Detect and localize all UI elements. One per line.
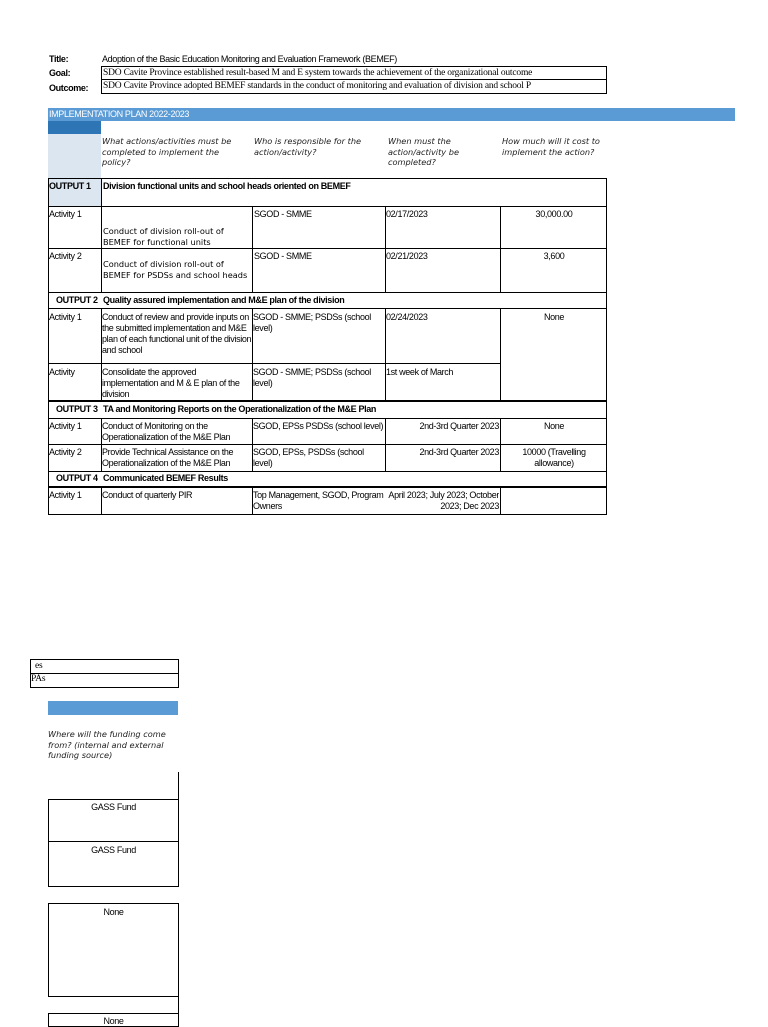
merged-cost-cover: [501, 363, 606, 364]
output-2-title: Quality assured implementation and M&E plan of the division: [103, 295, 345, 305]
when-text: 02/21/2023: [386, 251, 428, 261]
action-text: Conduct of division roll-out of BEMEF for functional units: [103, 226, 224, 247]
banner-dark-block: [48, 121, 101, 134]
action-text: Consolidate the approved implementation and M & E plan of the division: [102, 367, 240, 399]
implementation-banner: [48, 108, 735, 121]
outcome-label: Outcome:: [49, 83, 89, 93]
title-label: Title:: [49, 54, 69, 64]
output-2-label: OUTPUT 2: [56, 295, 98, 305]
title-value: Adoption of the Basic Education Monitoring and Evaluation Framework (BEMEF): [102, 54, 397, 64]
col-divider: [178, 772, 179, 800]
cost-text: None: [543, 421, 565, 431]
output-4-label: OUTPUT 4: [56, 473, 98, 483]
output-3-label: OUTPUT 3: [56, 404, 98, 414]
activity-label: Activity 1: [49, 421, 82, 431]
col-divider: [500, 487, 501, 515]
action-text: Conduct of review and provide inputs on the submitted implementation and M&E plan of each functional unit of the division and school: [102, 312, 252, 355]
output-4-title: Communicated BEMEF Results: [103, 473, 228, 483]
cost-text: 3,600: [543, 251, 565, 261]
col-divider: [178, 996, 179, 1014]
header-actions: What actions/activities must be completed to implement the policy?: [102, 136, 232, 167]
when-text: 2nd-3rd Quarter 2023: [419, 421, 499, 431]
header-when: When must the action/activity be completed?: [388, 136, 459, 167]
header-fill-block: [48, 134, 101, 178]
when-text: April 2023; July 2023; October 2023; Dec 2023: [388, 490, 499, 511]
cost-text: 30,000.00: [535, 209, 573, 219]
action-text: Conduct of division roll-out of BEMEF for PSDSs and school heads: [103, 259, 248, 280]
col-divider: [500, 206, 501, 293]
col-divider: [500, 308, 501, 401]
fund-text: GASS Fund: [91, 802, 136, 812]
when-text: 1st week of March: [386, 367, 454, 377]
banner-text: IMPLEMENTATION PLAN 2022-2023: [49, 109, 190, 119]
output-1-label: OUTPUT 1: [49, 181, 91, 191]
outcome-value: SDO Cavite Province adopted BEMEF standards in the conduct of monitoring and evaluation of division and school P: [103, 81, 531, 91]
activity-label: Activity 1: [49, 209, 82, 219]
goal-box: [101, 66, 607, 80]
output-1-title: Division functional units and school heads oriented on BEMEF: [103, 181, 351, 191]
output-3-title: TA and Monitoring Reports on the Operationalization of the M&E Plan: [103, 404, 377, 414]
responsible-text: SGOD - SMME; PSDSs (school level): [253, 312, 371, 333]
activity-label: Activity 1: [49, 490, 82, 500]
outcome-box: [101, 80, 607, 94]
funding-header: Where will the funding come from? (internal and external funding source): [48, 729, 166, 760]
header-responsible: Who is responsible for the action/activity?: [254, 136, 362, 157]
responsible-text: SGOD, EPSs PSDSs (school level): [253, 421, 384, 431]
col-divider: [101, 206, 102, 293]
responsible-text: SGOD - SMME; PSDSs (school level): [253, 367, 371, 388]
responsible-text: SGOD, EPSs, PSDSs (school level): [253, 447, 364, 468]
action-text: Conduct of Monitoring on the Operationalization of the M&E Plan: [102, 421, 231, 442]
header-cost: How much will it cost to implement the action?: [502, 136, 600, 157]
col-divider: [500, 418, 501, 472]
cost-text: None: [543, 312, 565, 322]
fund-text: None: [103, 1016, 124, 1026]
goal-value: SDO Cavite Province established result-based M and E system towards the achievement of the organizational outcome: [103, 68, 533, 78]
cont-box-1: [30, 659, 179, 674]
responsible-text: SGOD - SMME: [254, 251, 312, 261]
lower-banner: [48, 701, 178, 715]
activity-label: Activity 2: [49, 447, 82, 457]
activity-label: Activity 2: [49, 251, 82, 261]
col-divider: [252, 206, 253, 293]
cont-text-1: es: [35, 661, 43, 671]
action-text: Provide Technical Assistance on the Operationalization of the M&E Plan: [102, 447, 234, 468]
responsible-text: Top Management, SGOD, Program Owners: [253, 490, 384, 511]
fund-text: GASS Fund: [91, 845, 136, 855]
cont-text-2: PAs: [31, 674, 46, 684]
cost-text: 10000 (Travelling allowance): [522, 447, 586, 468]
activity-label: Activity 1: [49, 312, 82, 322]
cont-box-2: [30, 673, 179, 688]
fund-text: None: [103, 907, 124, 917]
activity-label: Activity: [49, 367, 75, 377]
when-text: 02/24/2023: [386, 312, 428, 322]
when-text: 02/17/2023: [386, 209, 428, 219]
responsible-text: SGOD - SMME: [254, 209, 312, 219]
goal-label: Goal:: [49, 68, 71, 78]
when-text: 2nd-3rd Quarter 2023: [419, 447, 499, 457]
action-text: Conduct of quarterly PIR: [102, 490, 193, 500]
